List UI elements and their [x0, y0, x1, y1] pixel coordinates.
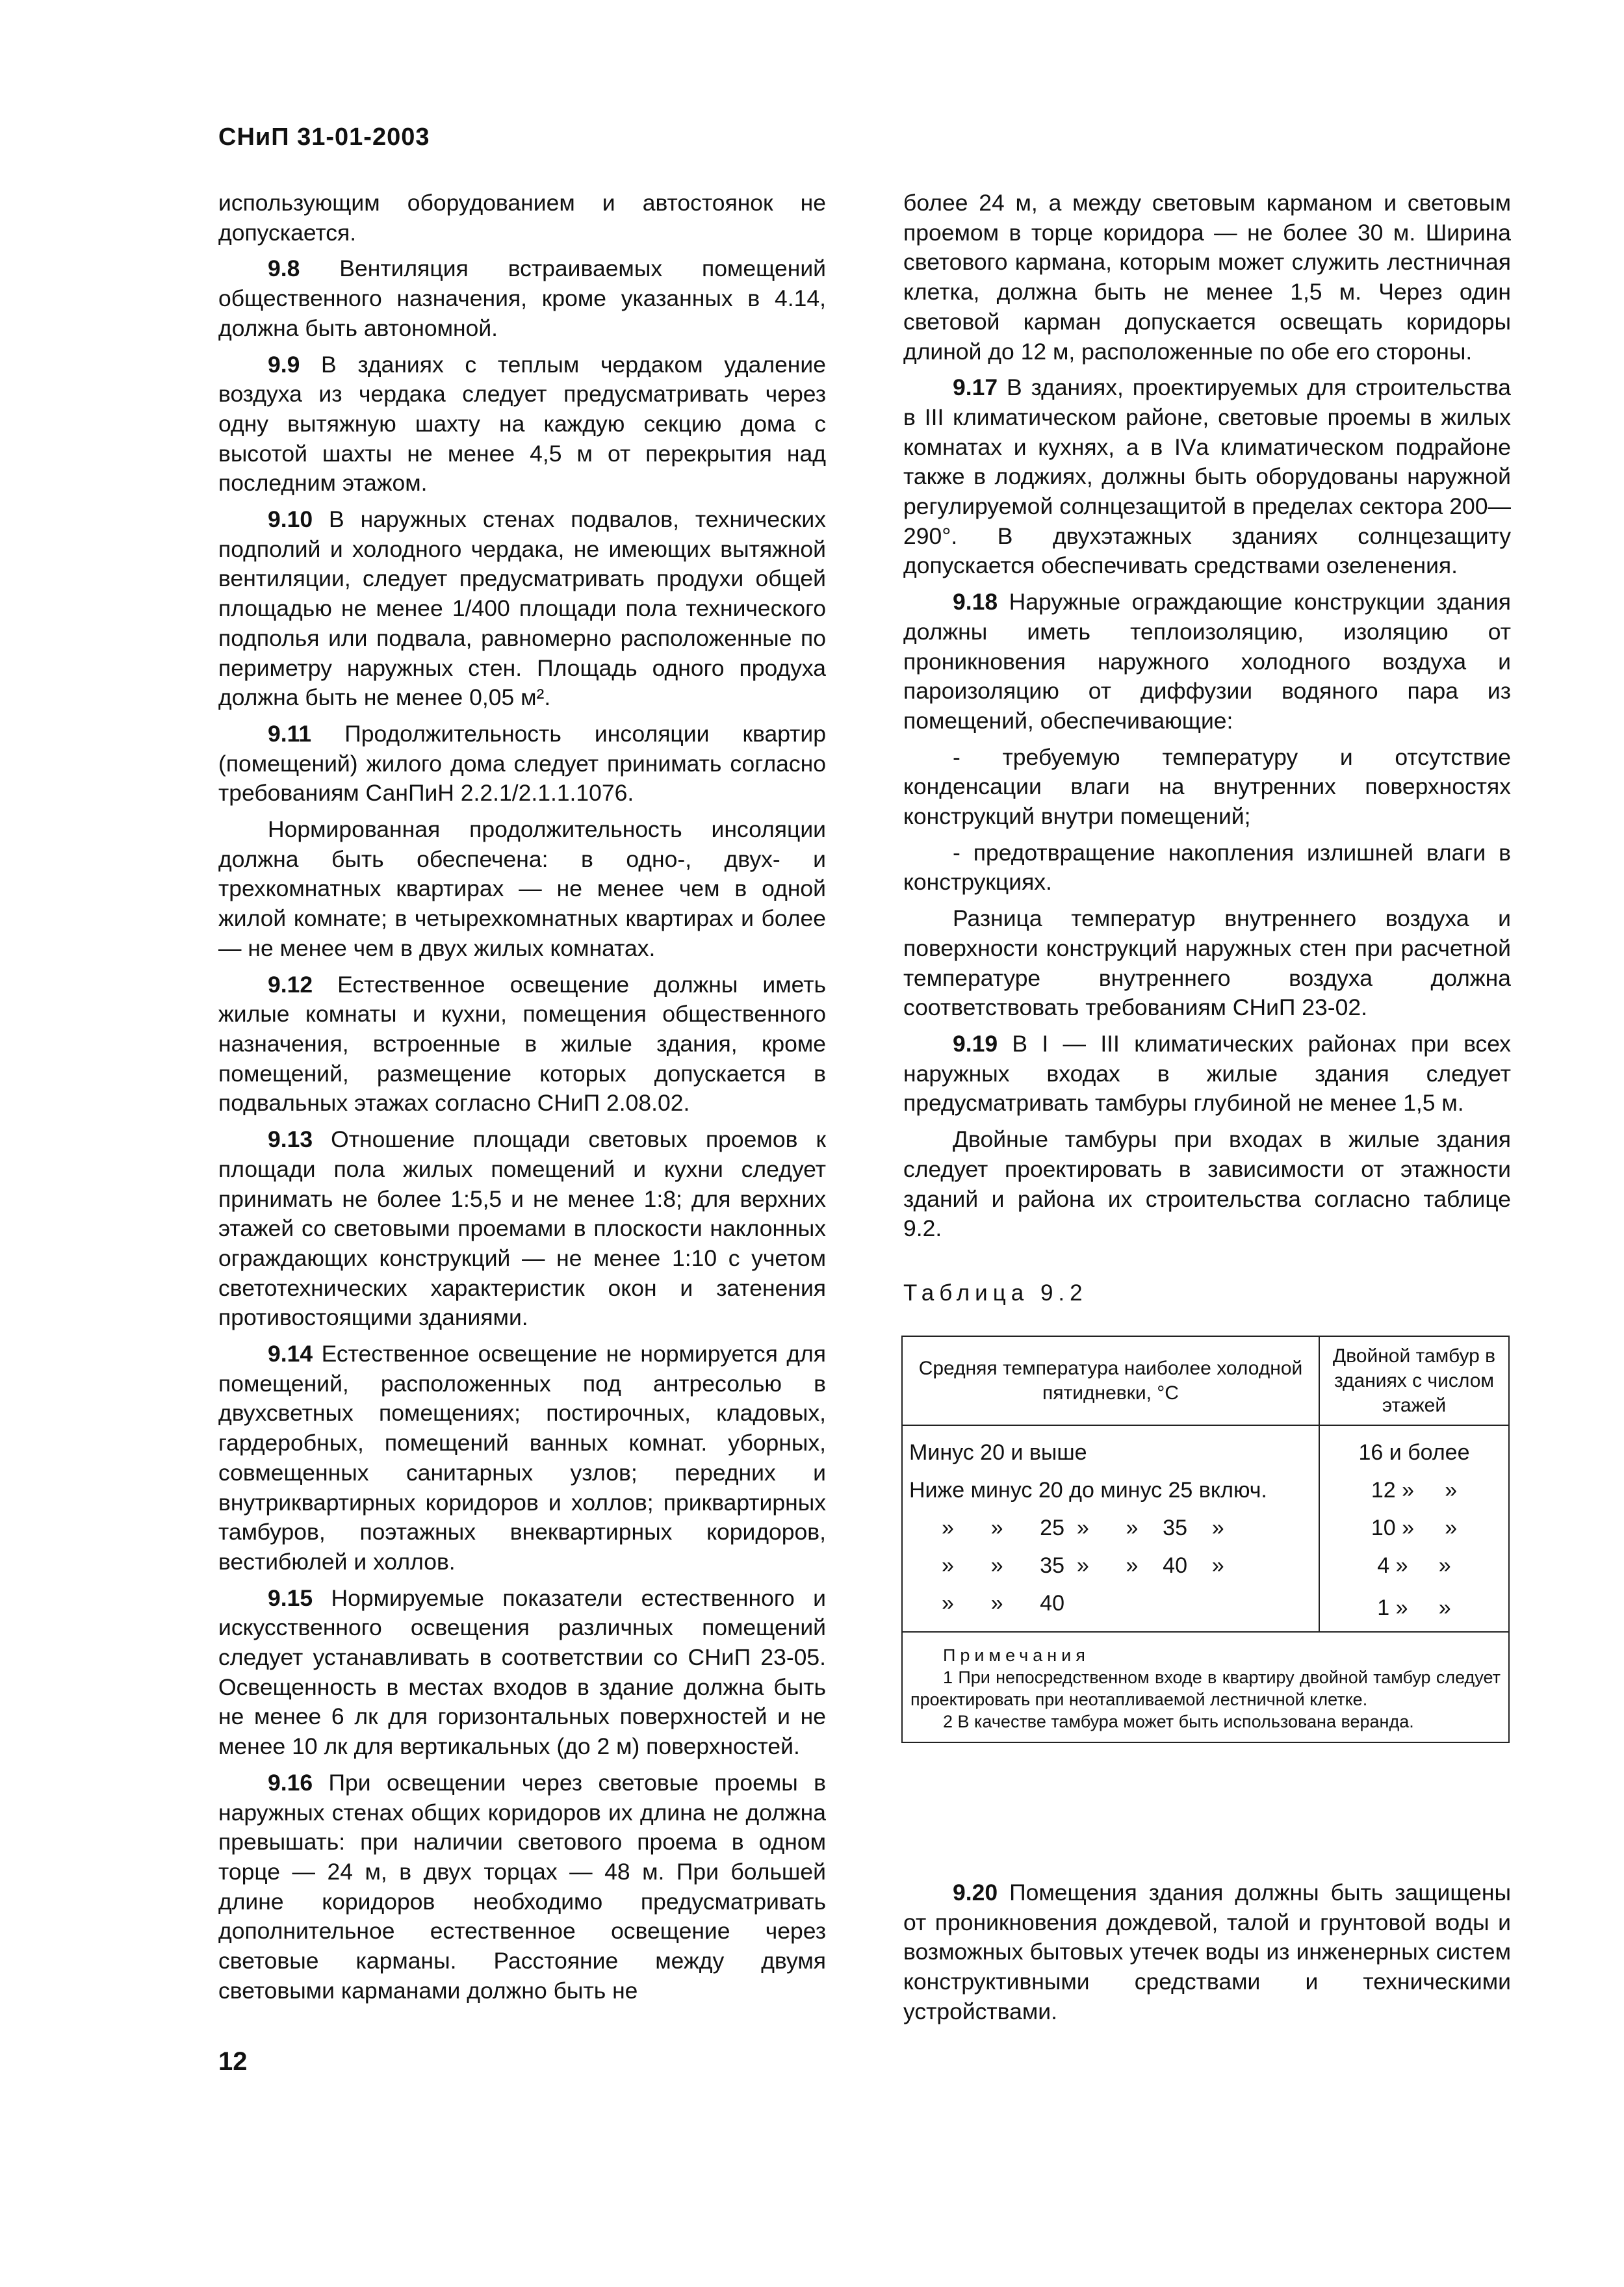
paragraph-9-20	[903, 1878, 1511, 2027]
paragraph-r919	[903, 1029, 1511, 1118]
clause-number: 9.10	[268, 506, 313, 533]
note-2: 2 В качестве тамбура может быть использована веранда.	[943, 1712, 1414, 1731]
table-row	[902, 1584, 1509, 1632]
clause-number: 9.17	[953, 374, 998, 401]
right-column	[903, 188, 1511, 1250]
paragraph-r918b	[903, 838, 1511, 898]
table-cell-floors: 16 и более	[1319, 1425, 1509, 1471]
paragraph-r918a	[903, 743, 1511, 832]
clause-number: 9.11	[268, 720, 312, 747]
table-cell-floors: 10 » »	[1319, 1509, 1509, 1547]
clause-number: 9.20	[953, 1880, 998, 1906]
clause-text: Наружные ограждающие конструкции здания должны иметь теплоизоляцию, изоляцию от проникновения наружного холодного воздуха и пароизоляцию от диффузии водяного пара из помещений, обеспечивающие:	[903, 589, 1511, 734]
clause-number: 9.15	[268, 1584, 313, 1611]
clause-text: Вентиляция встраиваемых помещений общественного назначения, кроме указанных в 4.14, должна быть автономной.	[218, 255, 826, 341]
clause-number: 9.8	[268, 255, 300, 282]
table-cell-floors: 4 » »	[1319, 1547, 1509, 1584]
table-cell-temperature: » » 25 » » 35 »	[902, 1509, 1319, 1547]
clause-number: 9.19	[953, 1030, 998, 1057]
notes-title: Примечания	[943, 1646, 1090, 1665]
paragraph-r918c	[903, 904, 1511, 1023]
table-caption: Таблица 9.2	[903, 1280, 1088, 1306]
clause-text: - требуемую температуру и отсутствие конденсации влаги на внутренних поверхностях конструкций внутри помещений;	[903, 743, 1511, 830]
note-1: 1 При непосредственном входе в квартиру двойной тамбур следует проектировать при неотапливаемой лестничной клетке.	[910, 1668, 1501, 1709]
clause-text: Отношение площади световых проемов к площади пола жилых помещений и кухни следует принимать не более 1:5,5 и не менее 1:8; для верхних этажей со световыми проемами в плоскости наклонных ограждающих конструкций — не менее 1:10 с учетом светотехнических характеристик окон и затенения противостоящими зданиями.	[218, 1126, 826, 1331]
clause-number: 9.13	[268, 1126, 313, 1153]
paragraph-r0	[903, 188, 1511, 367]
clause-number: 9.14	[268, 1341, 313, 1367]
paragraph-r918	[903, 588, 1511, 736]
clause-text: В зданиях с теплым чердаком удаление воздуха из чердака следует предусматривать через одну вытяжную шахту на каждую секцию дома с высотой шахты не менее 4,5 м от перекрытия над последним этажом.	[218, 351, 826, 497]
table-cell-temperature: Минус 20 и выше	[902, 1425, 1319, 1471]
clause-text: использующим оборудованием и автостоянок не допускается.	[218, 190, 826, 246]
table-9-2	[901, 1336, 1510, 1743]
table-cell-temperature: Ниже минус 20 до минус 25 включ.	[902, 1471, 1319, 1509]
paragraph-r917	[903, 373, 1511, 581]
paragraph-p911	[218, 719, 826, 808]
clause-text: Естественное освещение не нормируется для помещений, расположенных под антресолью в двухсветных помещениях; постирочных, кладовых, гардеробных, помещений ванных комнат. уборных, совмещенных санитарных узлов; передних и внутриквартирных коридоров и холлов; приквартирных тамбуров, поэтажных внеквартирных коридоров, вестибюлей и холлов.	[218, 1341, 826, 1575]
paragraph-p911b	[218, 815, 826, 964]
paragraph-p913	[218, 1125, 826, 1333]
clause-text: Нормированная продолжительность инсоляции должна быть обеспечена: в одно-, двух- и трехкомнатных квартирах — не менее чем в одной жилой комнате; в четырехкомнатных квартирах и более — не менее чем в двух жилых комнатах.	[218, 816, 826, 961]
paragraph-r919b	[903, 1125, 1511, 1244]
clause-text: Разница температур внутреннего воздуха и поверхности конструкций наружных стен при расчетной температуре внутреннего воздуха должна соответствовать требованиям СНиП 23-02.	[903, 905, 1511, 1021]
clause-number: 9.12	[268, 971, 313, 998]
table-cell-floors: 1 » »	[1319, 1584, 1509, 1632]
table-cell-temperature: » » 40	[902, 1584, 1319, 1632]
clause-text: Нормируемые показатели естественного и искусственного освещения различных помещений следует устанавливать в соответствии со СНиП 23-05. Освещенность в местах входов в здание должна быть не менее 6 лк для горизонтальных поверхностей и не менее 10 лк для вертикальных (до 2 м) поверхностей.	[218, 1584, 826, 1760]
clause-text: При освещении через световые проемы в наружных стенах общих коридоров их длина не должна превышать: при наличии светового проема в одном торце — 24 м, в двух торцах — 48 м. При большей длине коридоров необходимо предусматривать дополнительное естественное освещение через световые карманы. Расстояние между двумя световыми карманами должно быть не	[218, 1769, 826, 2004]
clause-number: 9.16	[268, 1769, 313, 1796]
clause-number: 9.9	[268, 351, 300, 378]
table-row	[902, 1425, 1509, 1471]
paragraph-p912	[218, 970, 826, 1119]
paragraph-p99	[218, 350, 826, 499]
clause-text: В наружных стенах подвалов, технических подполий и холодного чердака, не имеющих вытяжной вентиляции, следует предусматривать продухи общей площадью не менее 1/400 площади пола технического подполья или подвала, равномерно расположенные по периметру наружных стен. Площадь одного продуха должна быть не менее 0,05 м².	[218, 506, 826, 711]
clause-text: Продолжительность инсоляции квартир (помещений) жилого дома следует принимать согласно требованиям СанПиН 2.2.1/2.1.1.1076.	[218, 720, 826, 807]
clause-number: 9.18	[953, 589, 998, 615]
paragraph-p916	[218, 1768, 826, 2006]
clause-text: - предотвращение накопления излишней влаги в конструкциях.	[903, 839, 1511, 896]
document-header: СНиП 31-01-2003	[218, 123, 430, 151]
paragraph-p910	[218, 505, 826, 713]
table-header-double-vestibule: Двойной тамбур в зданиях с числом этажей	[1319, 1336, 1509, 1425]
table-row	[902, 1509, 1509, 1547]
paragraph-p915	[218, 1584, 826, 1762]
clause-text: Помещения здания должны быть защищены от проникновения дождевой, талой и грунтовой воды и возможных бытовых утечек воды из инженерных систем конструктивными средствами и техническими устройствами.	[903, 1880, 1511, 2024]
clause-text: В зданиях, проектируемых для строительства в III климатическом районе, световые проемы в жилых комнатах и кухнях, а в IVа климатическом подрайоне также в лоджиях, должны быть оборудованы наружной регулируемой солнцезащитой в пределах сектора 200—290°. В двухэтажных зданиях солнцезащиту допускается обеспечивать средствами озеленения.	[903, 374, 1511, 579]
table-cell-temperature: » » 35 » » 40 »	[902, 1547, 1319, 1584]
left-column	[218, 188, 826, 2012]
clause-text: Естественное освещение должны иметь жилые комнаты и кухни, помещения общественного назначения, встроенные в жилые здания, кроме помещений, размещение которых допускается в подвальных этажах согласно СНиП 2.08.02.	[218, 971, 826, 1117]
clause-text: более 24 м, а между световым карманом и световым проемом в торце коридора — не более 30 м. Ширина светового кармана, которым может служить лестничная клетка, должна быть не менее 1,5 м. Через один световой карман допускается освещать коридоры длиной до 12 м, расположенные по обе его стороны.	[903, 190, 1511, 365]
table-row	[902, 1471, 1509, 1509]
table-notes	[902, 1632, 1509, 1742]
table-header-temperature: Средняя температура наиболее холодной пятидневки, °С	[902, 1336, 1319, 1425]
clause-text: В I — III климатических районах при всех наружных входах в жилые здания следует предусматривать тамбуры глубиной не менее 1,5 м.	[903, 1030, 1511, 1117]
paragraph-p914	[218, 1339, 826, 1577]
clause-text: Двойные тамбуры при входах в жилые здания следует проектировать в зависимости от этажности зданий и района их строительства согласно таблице 9.2.	[903, 1126, 1511, 1242]
paragraph-p0	[218, 188, 826, 248]
table-cell-floors: 12 » »	[1319, 1471, 1509, 1509]
paragraph-p98	[218, 254, 826, 343]
table-row	[902, 1547, 1509, 1584]
page-number: 12	[218, 2047, 248, 2076]
